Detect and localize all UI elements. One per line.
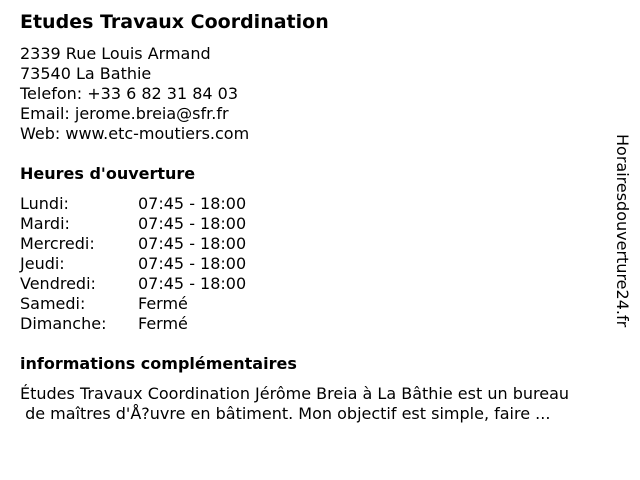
hours-row-thursday bbox=[20, 254, 320, 274]
hours-row-sunday bbox=[20, 314, 320, 334]
day-label: Samedi: bbox=[20, 294, 86, 313]
day-hours: Fermé bbox=[138, 294, 188, 313]
hours-row-wednesday bbox=[20, 234, 320, 254]
day-label: Mardi: bbox=[20, 214, 70, 233]
day-label: Dimanche: bbox=[20, 314, 107, 333]
day-hours: Fermé bbox=[138, 314, 188, 333]
day-hours: 07:45 - 18:00 bbox=[138, 234, 247, 253]
hours-row-monday bbox=[20, 194, 320, 214]
description bbox=[20, 384, 620, 424]
street-address: 2339 Rue Louis Armand bbox=[20, 44, 211, 63]
day-label: Lundi: bbox=[20, 194, 69, 213]
hours-row-tuesday bbox=[20, 214, 320, 234]
description-line: Études Travaux Coordination Jérôme Breia à La Bâthie est un bureau bbox=[20, 384, 570, 403]
business-name: Etudes Travaux Coordination bbox=[20, 11, 329, 33]
day-hours: 07:45 - 18:00 bbox=[138, 254, 247, 273]
website: Web: www.etc-moutiers.com bbox=[20, 124, 250, 143]
city-address: 73540 La Bathie bbox=[20, 64, 152, 83]
hours-heading: Heures d'ouverture bbox=[20, 164, 196, 183]
day-label: Mercredi: bbox=[20, 234, 95, 253]
hours-row-friday bbox=[20, 274, 320, 294]
day-label: Jeudi: bbox=[20, 254, 65, 273]
email-address: Email: jerome.breia@sfr.fr bbox=[20, 104, 229, 123]
phone-number: Telefon: +33 6 82 31 84 03 bbox=[20, 84, 239, 103]
hours-row-saturday bbox=[20, 294, 320, 314]
day-hours: 07:45 - 18:00 bbox=[138, 274, 247, 293]
watermark-text: Horairesdouverture24.fr bbox=[613, 134, 632, 328]
hours-table bbox=[20, 194, 320, 334]
day-label: Vendredi: bbox=[20, 274, 96, 293]
day-hours: 07:45 - 18:00 bbox=[138, 194, 247, 213]
description-line: de maîtres d'Å?uvre en bâtiment. Mon objectif est simple, faire ... bbox=[20, 404, 551, 423]
info-heading: informations complémentaires bbox=[20, 354, 297, 373]
contact-block bbox=[20, 44, 249, 144]
day-hours: 07:45 - 18:00 bbox=[138, 214, 247, 233]
